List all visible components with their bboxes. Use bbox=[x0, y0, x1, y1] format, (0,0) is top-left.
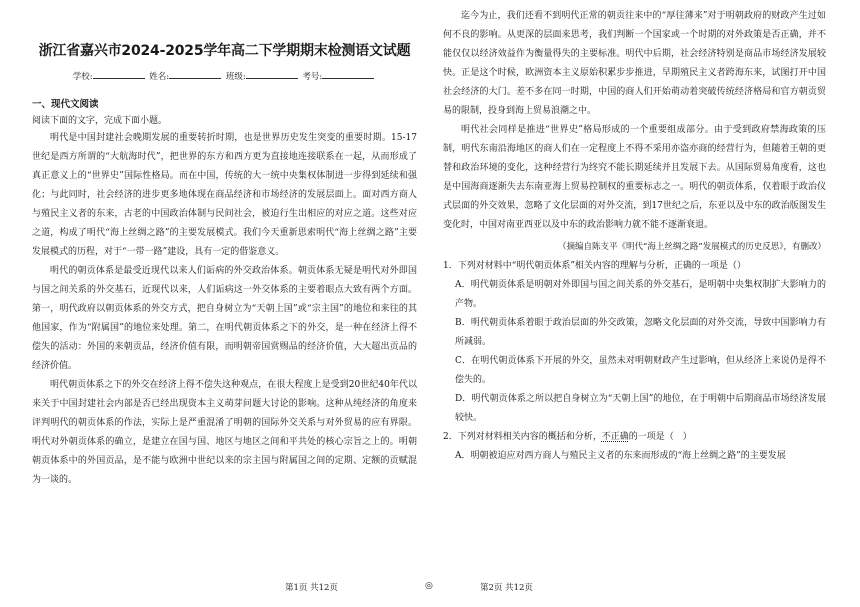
class-blank bbox=[246, 69, 298, 79]
question-1-stem bbox=[443, 257, 826, 276]
question-2-emphasis: 不正确 bbox=[601, 432, 629, 442]
name-label: 姓名: bbox=[149, 72, 170, 82]
source-note: （摘编自陈支平《明代“海上丝绸之路”发展模式的历史反思》，有删改） bbox=[558, 242, 826, 252]
exam-title: 浙江省嘉兴市2024-2025学年高二下学期期末检测语文试题 bbox=[38, 43, 411, 59]
passage-paragraph-1: 明代是中国封建社会晚期发展的重要转折时期，也是世界历史发生突变的重要时期。15-17世纪是西方所谓的“大航海时代”，把世界的东方和西方更为直接地连接联系在一起，从而形成了真正意义上的“世界史”国际性格局。而在中国，传统的大一统中央集权体制进一步得到延续和强化；与此同时，社会经济的进步更多地体现在商品经济和市场经济的发展层面上。面对西方商人与殖民主义者的东来，古老的中国政治体制与民间社会，被迫行生出相应的对应之道。这些对应之道，构成了明代“海上丝绸之路”的主要发展模式。我们今天重新思索明代“海上丝绸之路”主要发展模式的历程，对于“一带一路”建设，具有一定的借鉴意义。 bbox=[32, 133, 417, 257]
question-1-option-d: D．明代朝贡体系之所以把自身树立为“天朝上国”的地位，在于明朝中后期商品市场经济发展较快。 bbox=[455, 394, 826, 423]
question-2-answer-blank: 的一项是（ ） bbox=[628, 432, 692, 442]
question-1-text: 1．下列对材料中“明代朝贡体系”相关内容的理解与分析，正确的一项是（ bbox=[443, 261, 737, 271]
section-heading: 一、现代文阅读 bbox=[32, 99, 99, 110]
page-number-right: 第2页 共12页 bbox=[480, 583, 533, 593]
exam-number-label: 考号: bbox=[302, 72, 323, 82]
school-label: 学校: bbox=[72, 72, 93, 82]
binding-mark-icon: ◎ bbox=[425, 581, 433, 591]
question-1-option-a: A．明代朝贡体系是明朝对外即国与国之间关系的外交基石，是明朝中央集权制扩大影响力的产物。 bbox=[455, 280, 826, 309]
passage-paragraph-5: 明代社会同样是推进“世界史”格局形成的一个重要组成部分。由于受到政府禁海政策的压制，明代东南沿海地区的商人们在一定程度上不得不采用亦盗亦商的经营行为，但随着王朝的更替和政治环境的变化，这种经营行为终究不能长期延续并且发展下去。从国际贸易角度看，这也是中国海商逐渐失去东南亚海上贸易控制权的重要标志之一。明代的朝贡体系，仅着眼于政治仪式层面的外交效果，忽略了文化层面的对外交流，到17世纪之后，东亚以及中东的政治版图发生变化时，中国对南亚西亚以及中东的政治影响力就不能不逐渐衰退。 bbox=[443, 125, 826, 230]
question-1-option-c: C．在明代朝贡体系下开展的外交，虽然未对明朝财政产生过影响，但从经济上来说仍是得不偿失的。 bbox=[455, 356, 826, 385]
question-1-answer-blank: ） bbox=[736, 261, 746, 271]
passage-paragraph-3: 明代朝贡体系之下的外交在经济上得不偿失这种观点，在很大程度上是受到20世纪40年代以来关于中国封建社会内部是否已经出现资本主义萌芽问题大讨论的影响。这种从纯经济的角度来评判明代的朝贡体系的作法，实际上是严重混淆了明朝的国际外交关系与对外贸易的应有界限。明代对外朝贡体系的确立，是建立在国与国、地区与地区之间和平共处的核心宗旨之上的。明朝朝贡体系中的外国贡品，是不能与欧洲中世纪以来的宗主国与附属国之间的定期、定额的贡赋混为一谈的。 bbox=[32, 380, 417, 485]
student-info-line bbox=[32, 69, 417, 82]
right-page bbox=[430, 0, 860, 607]
school-blank bbox=[93, 69, 145, 79]
reading-instruction: 阅读下面的文字，完成下面小题。 bbox=[32, 116, 168, 126]
passage-paragraph-4: 迄今为止，我们还看不到明代正常的朝贡往来中的“厚往薄来”对于明朝政府的财政产生过如何不良的影响。从更深的层面来思考，我们判断一个国家或一个时期的对外政策是否正确，并不能仅仅以经济效益作为衡量得失的主要标准。明代中后期，社会经济特别是商品市场经济发展较快。正是这个时候，欧洲资本主义原始积累步步推进，早期殖民主义者跨海东来，试图打开中国社会经济的大门。差不多在同一时期，中国的商人们开始萌动着突破传统经济格局和官方朝贡贸易的限制，投身到海上贸易浪潮之中。 bbox=[443, 11, 826, 116]
question-2-stem bbox=[443, 428, 826, 447]
class-label: 班级: bbox=[225, 72, 246, 82]
exam-number-blank bbox=[322, 69, 374, 79]
page-number-left: 第1页 共12页 bbox=[285, 583, 338, 593]
question-1-option-b: B．明代朝贡体系着眼于政治层面的外交政策，忽略文化层面的对外交流，导致中国影响力有所减弱。 bbox=[455, 318, 826, 347]
name-blank bbox=[169, 69, 221, 79]
question-2-option-a: A．明朝被迫应对西方商人与殖民主义者的东来而形成的“海上丝绸之路”的主要发展 bbox=[455, 451, 786, 461]
passage-paragraph-2: 明代的朝贡体系是最受近现代以来人们诟病的外交政治体系。朝贡体系无疑是明代对外即国与国之间关系的外交基石，近现代以来，人们诟病这一外交体系的主要着眼点大致有两个方面。第一，明代政府以朝贡体系的外交方式，把自身树立为“天朝上国”或“宗主国”的地位和来往的其他国家，作为“附属国”的地位来处理。第二，在明代朝贡体系之下的外交，是一种在经济上得不偿失的活动：外国的来朝贡品，经济价值有限，而明朝帝国赏赐品的经济价值，大大超出贡品的经济价值。 bbox=[32, 266, 417, 371]
question-2-text: 2．下列对材料相关内容的概括和分析， bbox=[443, 432, 602, 442]
